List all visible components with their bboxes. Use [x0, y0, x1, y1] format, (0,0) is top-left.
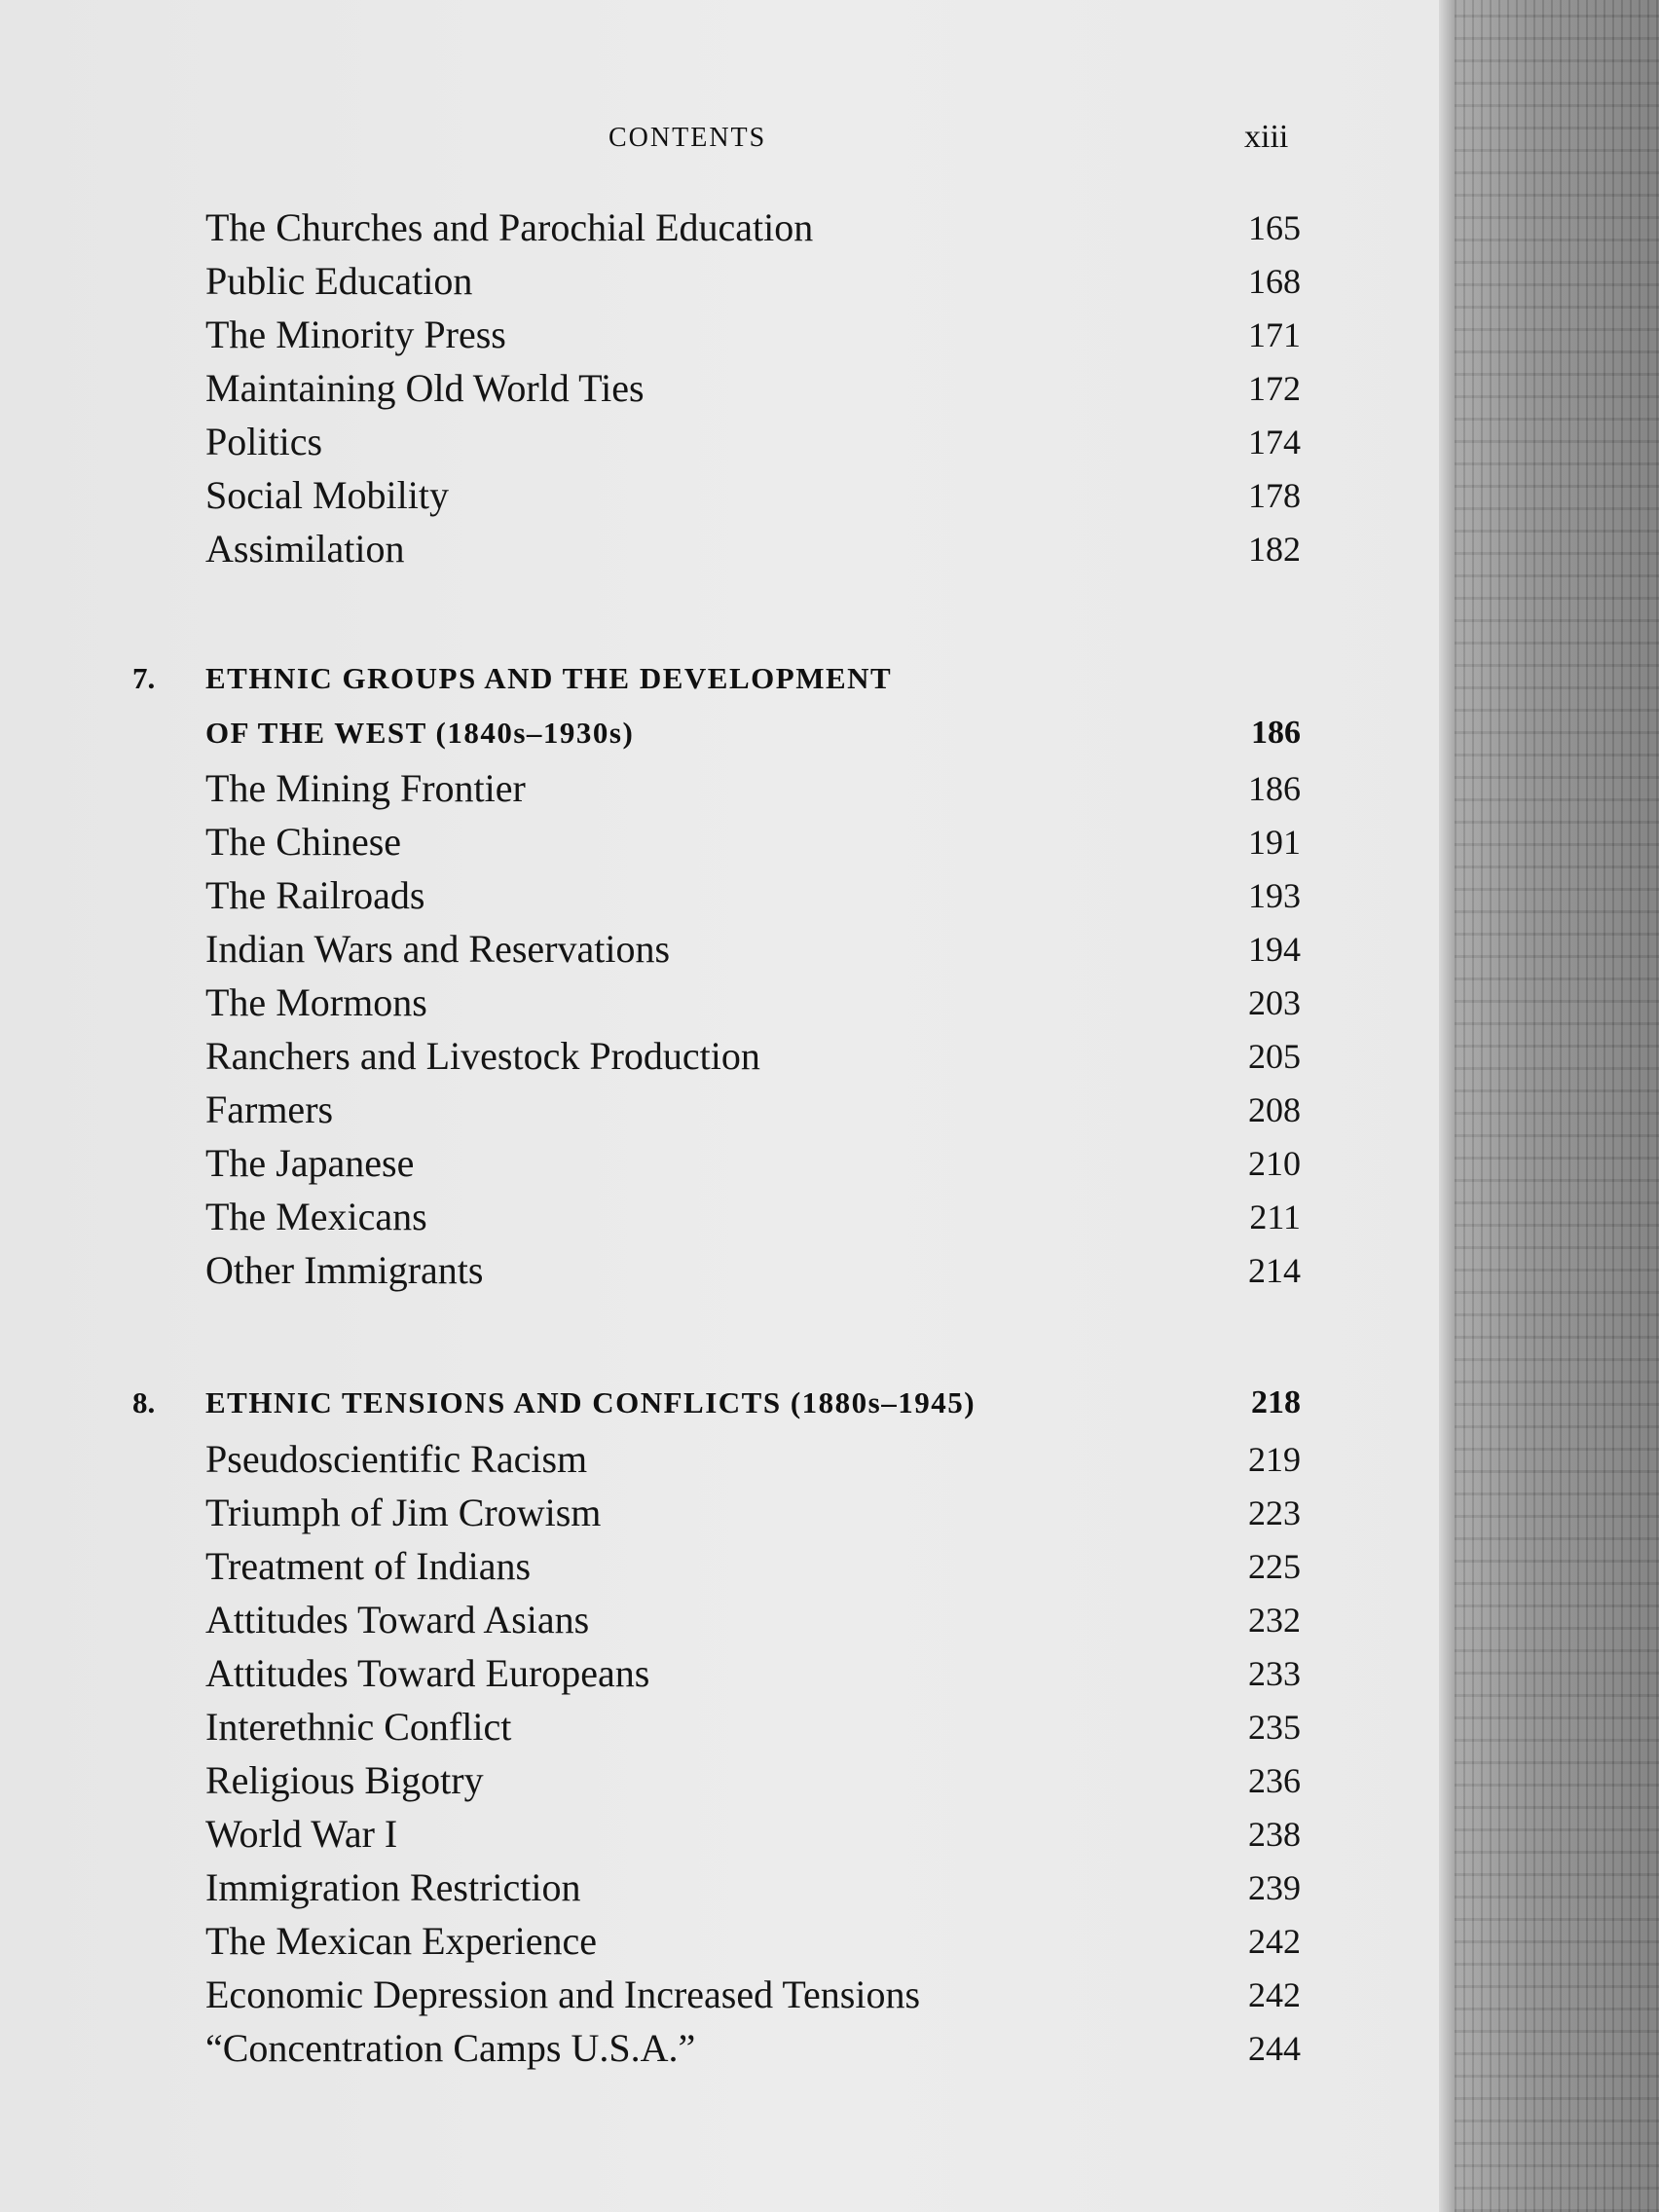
entry-page: 210	[1248, 1144, 1301, 1183]
toc-entry	[0, 1030, 1449, 1083]
entry-page: 208	[1248, 1090, 1301, 1129]
entry-title: The Churches and Parochial Education	[205, 205, 814, 249]
entry-title: Attitudes Toward Europeans	[205, 1651, 650, 1695]
entry-title: World War I	[205, 1812, 398, 1856]
entry-page: 172	[1248, 369, 1301, 408]
entry-page: 238	[1248, 1815, 1301, 1854]
toc-entry	[0, 469, 1449, 522]
toc-entry	[0, 523, 1449, 575]
toc-entry	[0, 362, 1449, 415]
entry-title: Economic Depression and Increased Tensions	[205, 1972, 921, 2016]
toc-entry	[0, 1969, 1449, 2021]
page-header	[0, 119, 1449, 158]
toc-entry	[0, 869, 1449, 922]
toc-entry	[0, 255, 1449, 308]
toc-entry	[0, 1244, 1449, 1297]
entry-title: Social Mobility	[205, 473, 449, 517]
entry-page: 225	[1248, 1547, 1301, 1586]
entry-page: 242	[1248, 1922, 1301, 1961]
entry-title: The Mexican Experience	[205, 1919, 598, 1963]
running-head: CONTENTS	[608, 123, 767, 153]
entry-title: Politics	[205, 420, 323, 463]
toc-entry	[0, 1808, 1449, 1861]
page-gutter-shadow	[1439, 0, 1455, 2212]
entry-page: 211	[1249, 1198, 1301, 1236]
toc-entry	[0, 2022, 1449, 2075]
chapter-title-line-2: OF THE WEST (1840s–1930s)	[205, 716, 635, 750]
entry-page: 244	[1248, 2029, 1301, 2068]
toc-entry	[0, 1701, 1449, 1753]
toc-entry	[0, 816, 1449, 868]
entry-title: Treatment of Indians	[205, 1544, 532, 1588]
entry-page: 242	[1248, 1975, 1301, 2014]
chapter-page: 186	[1251, 715, 1301, 751]
entry-title: The Chinese	[205, 820, 402, 864]
entry-title: The Mormons	[205, 980, 427, 1024]
entry-title: Pseudoscientific Racism	[205, 1437, 588, 1481]
entry-title: Farmers	[205, 1088, 334, 1131]
toc-entry	[0, 202, 1449, 254]
toc-entry	[0, 309, 1449, 361]
toc-entry	[0, 1915, 1449, 1968]
entry-title: Immigration Restriction	[205, 1865, 581, 1909]
entry-title: Other Immigrants	[205, 1248, 484, 1292]
entry-title: The Minority Press	[205, 313, 506, 356]
entry-page: 165	[1248, 208, 1301, 247]
entry-title: Religious Bigotry	[205, 1758, 484, 1802]
toc-entry	[0, 1754, 1449, 1807]
entry-title: Indian Wars and Reservations	[205, 927, 671, 971]
entry-page: 186	[1248, 769, 1301, 808]
entry-title: The Mexicans	[205, 1195, 427, 1238]
toc-entry	[0, 977, 1449, 1029]
toc-entry	[0, 1137, 1449, 1190]
toc-entry	[0, 1594, 1449, 1646]
entry-page: 214	[1248, 1251, 1301, 1290]
toc-entry	[0, 923, 1449, 976]
entry-title: The Railroads	[205, 873, 425, 917]
entry-title: The Japanese	[205, 1141, 415, 1185]
entry-title: Maintaining Old World Ties	[205, 366, 645, 410]
entry-page: 171	[1248, 315, 1301, 354]
entry-page: 232	[1248, 1601, 1301, 1640]
toc-entry	[0, 1487, 1449, 1539]
entry-page: 236	[1248, 1761, 1301, 1800]
entry-page: 193	[1248, 876, 1301, 915]
chapter-number: 8.	[132, 1385, 156, 1419]
entry-page: 205	[1248, 1037, 1301, 1076]
entry-title: Interethnic Conflict	[205, 1705, 512, 1749]
entry-page: 235	[1248, 1708, 1301, 1747]
toc-entry	[0, 1191, 1449, 1243]
entry-page: 223	[1248, 1493, 1301, 1532]
chapter-8-heading	[0, 1376, 1449, 1430]
toc-entry	[0, 1647, 1449, 1700]
book-page-edges	[1455, 0, 1659, 2212]
page-number: xiii	[1244, 119, 1289, 155]
toc-entry	[0, 1433, 1449, 1486]
toc-entry	[0, 1084, 1449, 1136]
entry-page: 178	[1248, 476, 1301, 515]
entry-page: 239	[1248, 1868, 1301, 1907]
toc-entry	[0, 762, 1449, 815]
entry-title: Public Education	[205, 259, 473, 303]
entry-page: 233	[1248, 1654, 1301, 1693]
toc-entry	[0, 1540, 1449, 1593]
entry-page: 203	[1248, 983, 1301, 1022]
entry-title: Triumph of Jim Crowism	[205, 1491, 602, 1534]
entry-page: 194	[1248, 930, 1301, 969]
chapter-7-heading	[0, 651, 1449, 760]
chapter-title-line-1: ETHNIC GROUPS AND THE DEVELOPMENT	[205, 661, 893, 695]
entry-title: The Mining Frontier	[205, 766, 526, 810]
chapter-page: 218	[1251, 1384, 1301, 1420]
entry-title: Ranchers and Livestock Production	[205, 1034, 760, 1078]
entry-page: 174	[1248, 423, 1301, 461]
entry-title: Assimilation	[205, 527, 405, 571]
chapter-number: 7.	[132, 661, 156, 695]
entry-title: “Concentration Camps U.S.A.”	[205, 2026, 696, 2070]
entry-page: 182	[1248, 530, 1301, 569]
toc-entry	[0, 1862, 1449, 1914]
entry-title: Attitudes Toward Asians	[205, 1598, 590, 1641]
chapter-title: ETHNIC TENSIONS AND CONFLICTS (1880s–1945)	[205, 1385, 977, 1419]
entry-page: 168	[1248, 262, 1301, 301]
toc-entry	[0, 416, 1449, 468]
entry-page: 191	[1248, 823, 1301, 862]
entry-page: 219	[1248, 1440, 1301, 1479]
